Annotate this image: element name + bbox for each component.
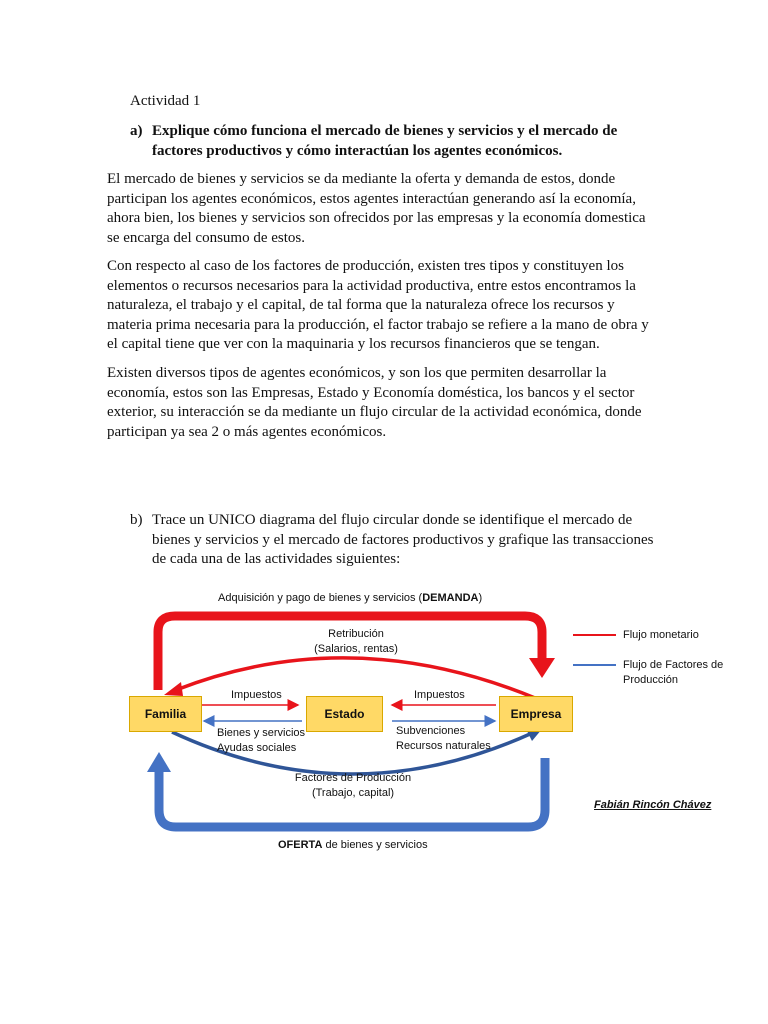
- retribucion-arrow: [176, 658, 535, 698]
- demand-label-suffix: ): [478, 592, 483, 604]
- supply-label-suffix: de bienes y servicios: [322, 839, 428, 851]
- subvenciones-label: [396, 724, 491, 754]
- legend-money-label: Flujo monetario: [623, 629, 699, 641]
- demand-label: [218, 591, 482, 606]
- question-a-text: Explique cómo funciona el mercado de bienes y servicios y el mercado de factores productivos y cómo interactúan los agentes económicos.: [152, 123, 618, 159]
- question-a: [130, 122, 650, 161]
- paragraph-3: Existen diversos tipos de agentes económicos, y son los que permiten desarrollar la economía, estos son las Empresas, Estado y Economía doméstica, los bancos y el sector exterior, su interacción se da mediante un flujo circular de la actividad económica, donde participan ya sea 2 o más agentes económicos.: [107, 365, 642, 440]
- impuestos-right-label: Impuestos: [414, 689, 465, 701]
- factores-label: [280, 771, 426, 801]
- estado-label: Estado: [324, 707, 365, 721]
- question-b-text: Trace un UNICO diagrama del flujo circular donde se identifique el mercado de bienes y servicios y el mercado de factores productivos y grafique las transacciones de cada una de las actividades siguientes:: [152, 512, 654, 567]
- empresa-label: Empresa: [510, 707, 562, 721]
- supply-flow-arrowhead: [147, 752, 171, 772]
- legend-factors-line1: Flujo de Factores de: [623, 659, 724, 671]
- factores-detail: (Trabajo, capital): [311, 787, 395, 799]
- question-a-label: a): [130, 123, 143, 139]
- retribucion-label: [300, 627, 412, 657]
- familia-label: Familia: [144, 707, 187, 721]
- estado-box: [306, 696, 383, 732]
- bienes-servicios-text: Bienes y servicios: [217, 727, 306, 739]
- recursos-naturales-text: Recursos naturales: [396, 740, 491, 752]
- paragraph-2: Con respecto al caso de los factores de producción, existen tres tipos y constituyen los elementos o recursos necesarios para la actividad productiva, entre estos encontramos la naturaleza, el trabajo y el capital, de tal forma que la naturaleza ofrece los recursos y materia prima necesaria para la producción, el factor trabajo se refiere a la mano de obra y el capital tiene que ver con la maquinaria y los recursos financieros que se tengan.: [107, 258, 649, 352]
- activity-title: Actividad 1: [130, 93, 201, 109]
- diagram-arrows: [0, 580, 768, 870]
- demand-flow-arrowhead: [529, 658, 555, 678]
- supply-label: [278, 838, 428, 853]
- subvenciones-text: Subvenciones: [396, 725, 466, 737]
- bienes-servicios-label: [217, 726, 305, 756]
- legend-factors-line2: Producción: [623, 674, 679, 686]
- demand-label-prefix: Adquisición y pago de bienes y servicios (: [218, 592, 423, 604]
- impuestos-left-label: Impuestos: [231, 689, 282, 701]
- retribucion-detail: (Salarios, rentas): [314, 643, 398, 655]
- retribucion-arrowhead: [164, 682, 183, 696]
- retribucion-text: Retribución: [328, 628, 384, 640]
- legend-factors-label: [623, 658, 723, 688]
- ayudas-sociales-text: Ayudas sociales: [217, 742, 297, 754]
- supply-label-bold: OFERTA: [278, 839, 323, 851]
- author-name: Fabián Rincón Chávez: [594, 799, 712, 811]
- empresa-box: [499, 696, 573, 732]
- question-b: [130, 511, 660, 570]
- circular-flow-diagram: [0, 580, 768, 870]
- familia-box: [129, 696, 202, 732]
- demand-label-bold: DEMANDA: [422, 592, 479, 604]
- question-b-label: b): [130, 512, 143, 528]
- factores-text: Factores de Producción: [294, 772, 412, 784]
- paragraph-1: El mercado de bienes y servicios se da mediante la oferta y demanda de estos, donde participan los agentes económicos, estos agentes interactúan generando así la economía, ahora bien, los bienes y servicios son ofrecidos por las empresas y la economía domestica se encarga del consumo de estos.: [107, 171, 646, 246]
